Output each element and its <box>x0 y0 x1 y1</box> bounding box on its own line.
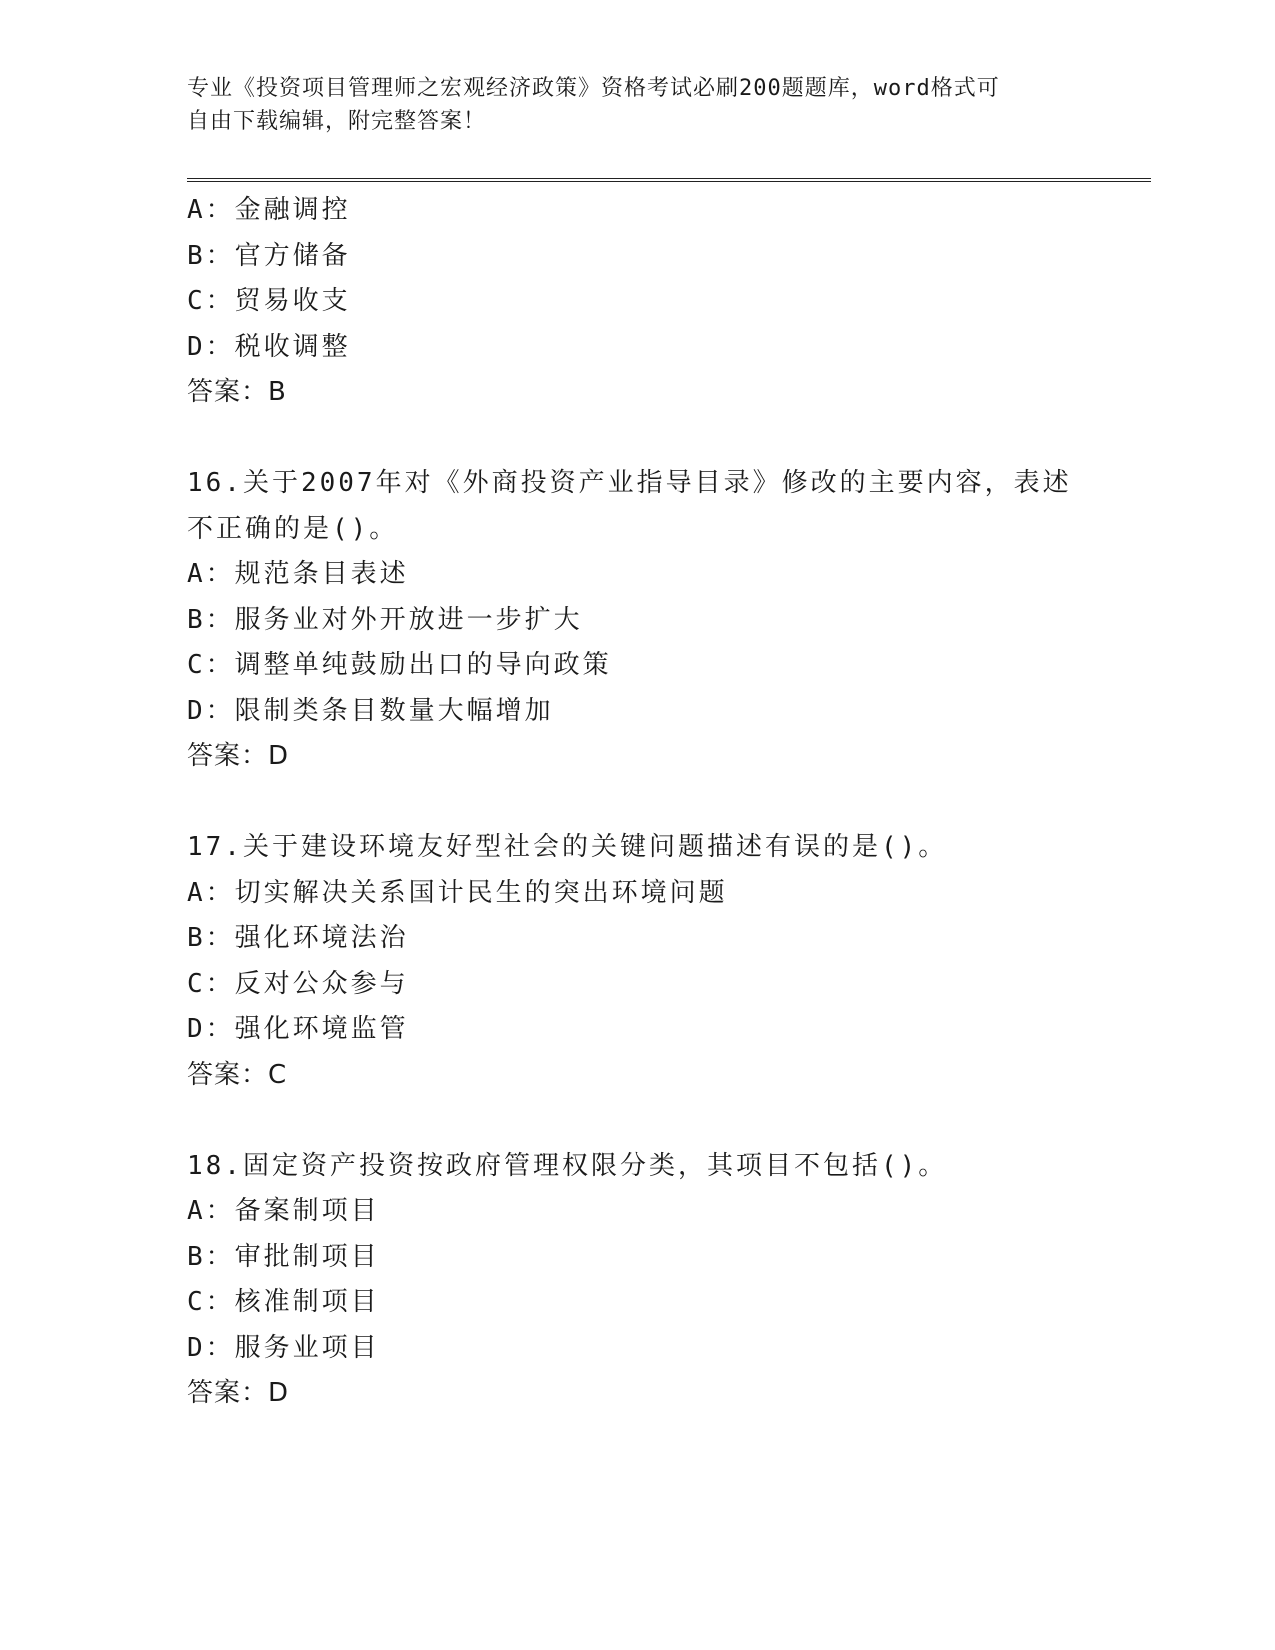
option-b: B：服务业对外开放进一步扩大 <box>187 604 583 635</box>
question-stem-line-1: 16.关于2007年对《外商投资产业指导目录》修改的主要内容，表述 <box>187 468 1072 498</box>
option-c: C：调整单纯鼓励出口的导向政策 <box>187 650 612 680</box>
header-line-2: 自由下载编辑，附完整答案！ <box>187 109 487 134</box>
option-b: B：审批制项目 <box>187 1241 380 1272</box>
option-a: A：切实解决关系国计民生的突出环境问题 <box>187 877 728 908</box>
option-b: B：官方储备 <box>187 240 351 271</box>
option-d: D：服务业项目 <box>187 1332 380 1363</box>
option-b: B：强化环境法治 <box>187 923 409 953</box>
question-stem-line-1: 17.关于建设环境友好型社会的关键问题描述有误的是()。 <box>187 832 948 862</box>
option-a: A：金融调控 <box>187 195 351 225</box>
answer-line: 答案：C <box>187 1059 288 1090</box>
header-line-1: 专业《投资项目管理师之宏观经济政策》资格考试必刷200题题库，word格式可 <box>187 76 1000 101</box>
option-c: C：核准制项目 <box>187 1287 380 1317</box>
option-c: C：贸易收支 <box>187 286 351 316</box>
option-d: D：限制类条目数量大幅增加 <box>187 695 554 726</box>
question-spacer <box>187 416 1087 462</box>
question-17-block <box>187 825 1087 1098</box>
question-list <box>187 188 1087 1417</box>
answer-line: 答案：B <box>187 377 287 407</box>
option-a: A：规范条目表述 <box>187 559 409 589</box>
question-15-block <box>187 188 1087 416</box>
answer-line: 答案：D <box>187 1378 290 1408</box>
document-header <box>187 72 1067 138</box>
option-a: A：备案制项目 <box>187 1196 380 1226</box>
question-spacer <box>187 780 1087 826</box>
header-divider <box>187 178 1151 182</box>
answer-line: 答案：D <box>187 741 290 771</box>
question-spacer <box>187 1098 1087 1144</box>
option-d: D：税收调整 <box>187 331 351 362</box>
question-stem-line-2: 不正确的是()。 <box>187 513 399 544</box>
question-18-block <box>187 1144 1087 1417</box>
question-16-block <box>187 461 1087 780</box>
option-d: D：强化环境监管 <box>187 1014 409 1044</box>
option-c: C：反对公众参与 <box>187 968 409 999</box>
question-stem-line-1: 18.固定资产投资按政府管理权限分类，其项目不包括()。 <box>187 1150 948 1181</box>
